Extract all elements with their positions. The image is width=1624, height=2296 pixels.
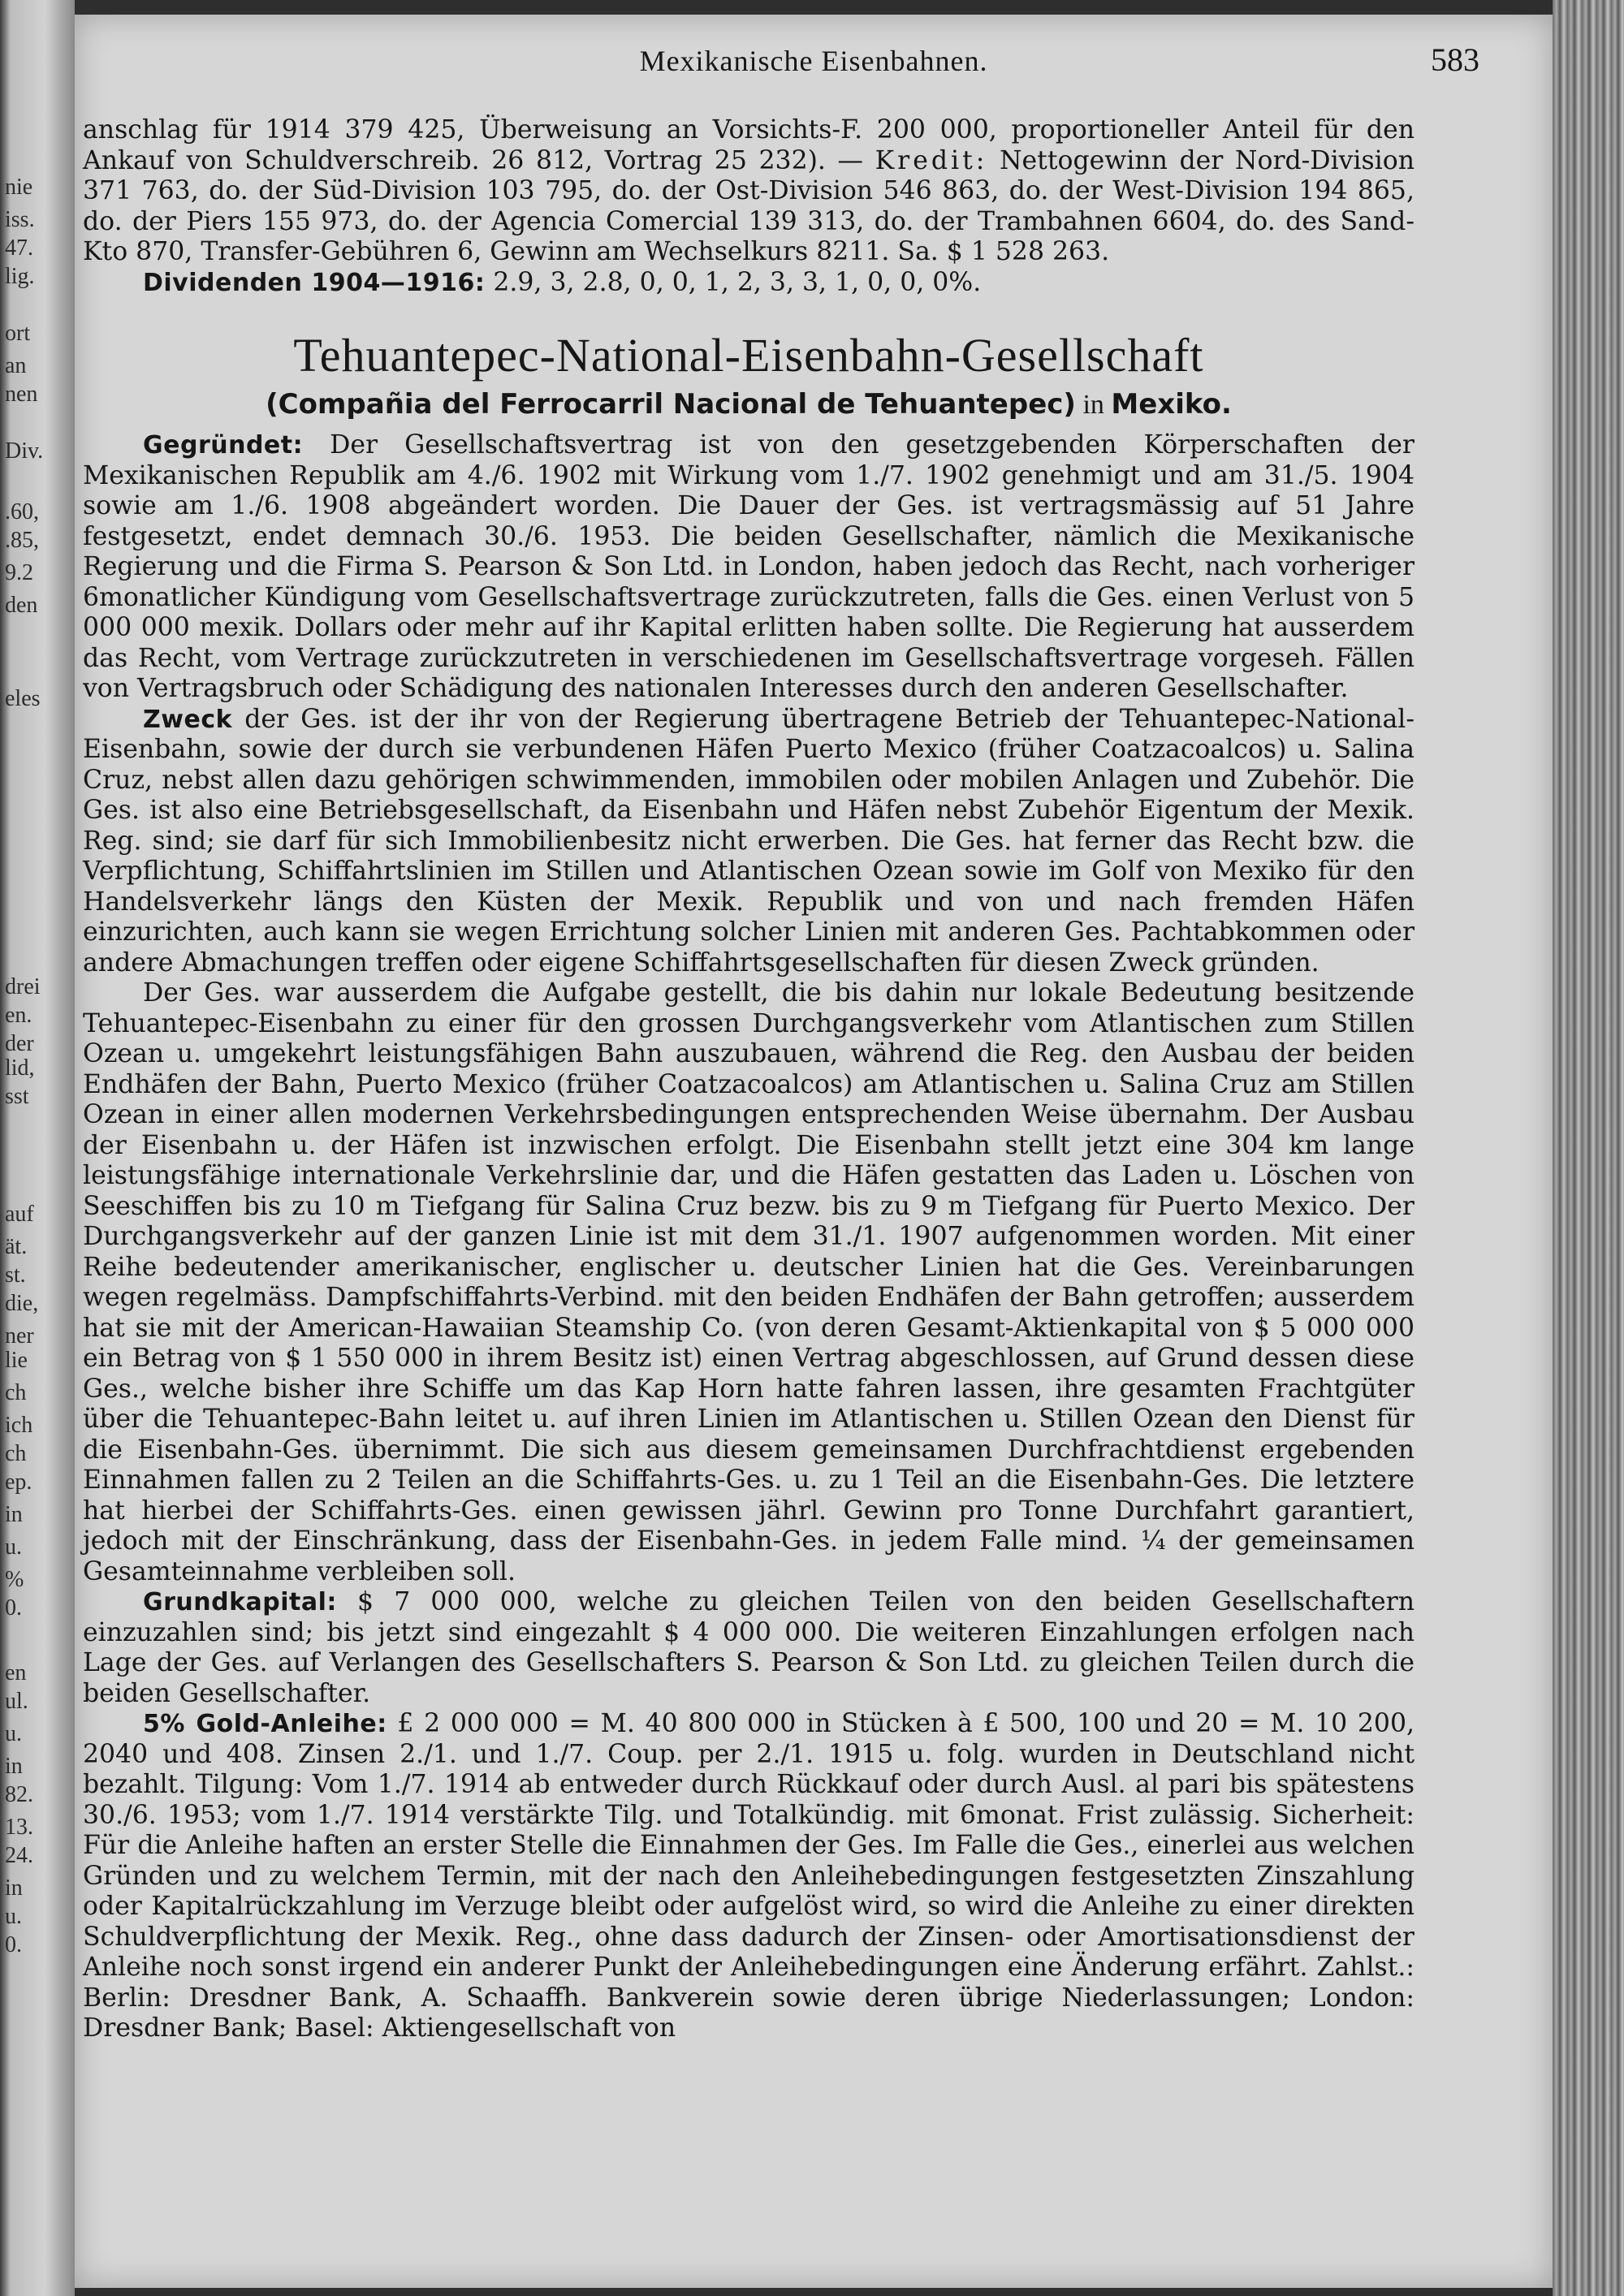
margin-fragment: lig. <box>5 264 35 289</box>
margin-fragment: 0. <box>5 1932 22 1957</box>
margin-fragment: an <box>5 353 27 378</box>
previous-page-edge <box>0 0 75 2296</box>
grundkapital-label: Grundkapital: <box>143 1588 337 1616</box>
gegruendet-text: Der Gesellschaftsvertrag ist von den gesetzgebenden Körperschaften der Mexikanischen Republik am 4./6. 1902 mit Wirkung vom 1./7. 1902 genehmigt und am 31./5. 1904 sowie am 1./6. 1908 abgeändert worden. Die Dauer der Ges. ist vertragsmässig auf 51 Jahre festgesetzt, endet demnach 30./6. 1953. Die beiden Gesellschafter, nämlich die Mexikanische Regierung und die Firma S. Pearson & Son Ltd. in London, haben jedoch das Recht, nach vorheriger 6monatlicher Kündigung vom Gesellschaftsvertrage zurückzutreten, falls die Ges. einen Verlust von 5 000 000 mexik. Dollars oder mehr auf ihr Kapital erlitten haben sollte. Die Regierung hat ausserdem das Recht, vom Vertrage zurückzutreten in verschiedenen im Gesellschaftsvertrage vorgeseh. Fällen von Vertragsbruch oder Schädigung des nationalen Interesses durch den anderen Gesellschafter. <box>83 430 1415 703</box>
margin-fragment: % <box>5 1567 24 1592</box>
zweck-text: der Ges. ist der ihr von der Regierung übertragene Betrieb der Tehuantepec-National-Eisenbahn, sowie der durch sie verbundenen Häfen Puerto Mexico (früher Coatzacoalcos) u. Salina Cruz, nebst allen dazu gehörigen schwimmenden, immobilen oder mobilen Anlagen und Zubehör. Die Ges. ist also eine Betriebsgesellschaft, da Eisenbahn und Häfen nebst Zubehör Eigentum der Mexik. Reg. sind; sie darf für sich Immobilienbesitz nicht erwerben. Die Ges. hat ferner das Recht bzw. die Verpflichtung, Schiffahrtslinien im Stillen und Atlantischen Ozean sowie im Golf von Mexiko für den Handelsverkehr längs den Küsten der Mexik. Republik und von und nach fremden Häfen einzurichten, auch kann sie wegen Errichtung solcher Linien mit anderen Ges. Pachtabkommen oder andere Abmachungen treffen oder eigene Schiffahrtsgesellschaften für diesen Zweck gründen. <box>83 704 1415 978</box>
dividenden-label: Dividenden 1904—1916: <box>143 268 486 297</box>
margin-fragment: in <box>5 1875 23 1901</box>
zweck-paragraph <box>83 705 1415 979</box>
margin-fragment: iss. <box>5 207 35 232</box>
margin-fragment: 9.2 <box>5 560 33 585</box>
margin-fragment: u. <box>5 1534 22 1560</box>
aufgabe-paragraph: Der Ges. war ausserdem die Aufgabe gestellt, die bis dahin nur lokale Bedeutung besitzende Tehuantepec-Eisenbahn zu einer für den grossen Durchgangsverkehr vom Atlantischen zum Stillen Ozean u. umgekehrt leistungsfähigen Bahn auszubauen, während die Reg. den Ausbau der beiden Endhäfen der Bahn, Puerto Mexico (früher Coatzacoalcos) am Atlantischen u. Salina Cruz am Stillen Ozean in einer allen modernen Verkehrsbedingungen entsprechenden Weise übernahm. Der Ausbau der Eisenbahn u. der Häfen ist inzwischen erfolgt. Die Eisenbahn stellt jetzt eine 304 km lange leistungsfähige internationale Verkehrslinie dar, und die Häfen gestatten das Laden u. Löschen von Seeschiffen bis zu 10 m Tiefgang für Salina Cruz bezw. bis zu 9 m Tiefgang für Puerto Mexico. Der Durchgangsverkehr auf der ganzen Linie ist mit dem 31./1. 1907 aufgenommen worden. Mit einer Reihe bedeutender amerikanischer, englischer u. deutscher Linien hat die Ges. Vereinbarungen wegen regelmäss. Dampfschiffahrts-Verbind. mit den beiden Endhäfen der Bahn getroffen; ausserdem hat sie mit der American-Hawaiian Steamship Co. (von deren Gesamt-Aktienkapital von $ 5 000 000 ein Betrag von $ 1 550 000 in ihrem Besitz ist) einen Vertrag abgeschlossen, auf Grund dessen diese Ges., welche bisher ihre Schiffe um das Kap Horn hatte fahren lassen, ihre gesamten Frachtgüter über die Tehuantepec-Bahn leitet u. auf ihren Linien im Atlantischen u. Stillen Ozean den Dienst für die Eisenbahn-Ges. übernimmt. Die sich aus diesem gemeinsamen Durchfrachtdienst ergebenden Einnahmen fallen zu 2 Teilen an die Schiffahrts-Ges. u. zu 1 Teil an die Eisenbahn-Ges. Die letztere hat hierbei der Schiffahrts-Ges. einen gewissen jährl. Gewinn pro Tonne Durchfahrt garantiert, jedoch mit der Einschränkung, dass der Eisenbahn-Ges. in jedem Falle mind. ¼ der gemeinsamen Gesamteinnahme verbleiben soll. <box>83 978 1415 1586</box>
margin-fragment: 24. <box>5 1843 33 1868</box>
margin-fragment: ort <box>5 321 31 346</box>
margin-fragment: ch <box>5 1441 27 1466</box>
running-head: Mexikanische Eisenbahnen. <box>639 45 988 77</box>
margin-fragment: u. <box>5 1721 22 1746</box>
margin-fragment: ner <box>5 1323 34 1349</box>
dividenden-text: 2.9, 3, 2.8, 0, 0, 1, 2, 3, 3, 1, 0, 0, 0%. <box>485 267 982 297</box>
margin-fragment: 82. <box>5 1782 33 1807</box>
margin-fragment: en <box>5 1660 27 1685</box>
margin-fragment: eles <box>5 686 41 711</box>
gegruendet-paragraph <box>83 430 1415 705</box>
margin-fragment: lid, <box>5 1055 35 1081</box>
margin-fragment: in <box>5 1502 23 1527</box>
margin-fragment: 0. <box>5 1595 22 1621</box>
page-header <box>75 37 1553 86</box>
anleihe-text: £ 2 000 000 = M. 40 800 000 in Stücken à £ 500, 100 und 20 = M. 10 200, 2040 und 408. Zinsen 2./1. und 1./7. Coup. per 2./1. 1915 u. folg. wurden in Deutschland nicht bezahlt. Tilgung: Vom 1./7. 1914 ab entweder durch Rückkauf oder durch Ausl. al pari bis spätestens 30./6. 1953; vom 1./7. 1914 verstärkte Tilg. und Totalkündig. mit 6monat. Frist zulässig. Sicherheit: Für die Anleihe haften an erster Stelle die Einnahmen der Ges. Im Falle die Ges., einerlei aus welchen Gründen und zu welchem Termin, mit der nach den Anleihebedingungen festgesetzten Zinszahlung oder Kapitalrückzahlung im Verzuge bleibt oder aufgelöst wird, so wird die Anleihe zu einer direkten Schuldverpflichtung der Mexik. Reg., ohne dass dadurch der Zinsen- oder Amortisationsdienst der Anleihe noch sonst irgend ein anderer Punkt der Anleihebedingungen eine Änderung erfährt. Zahlst.: Berlin: Dresdner Bank, A. Schaaffh. Bankverein sowie deren übrige Niederlassungen; London: Dresdner Bank; Basel: Aktiengesellschaft von <box>83 1709 1415 2043</box>
margin-fragment: .85, <box>5 528 39 553</box>
margin-fragment: lie <box>5 1348 28 1373</box>
margin-fragment: 47. <box>5 235 33 261</box>
subtitle-in: in <box>1075 390 1112 420</box>
anleihe-label: 5% Gold-Anleihe: <box>143 1710 387 1738</box>
margin-fragment: in <box>5 1754 23 1779</box>
page-number: 583 <box>1431 41 1479 78</box>
margin-fragment: nen <box>5 382 38 407</box>
margin-fragment: ch <box>5 1380 27 1405</box>
page-body <box>83 115 1415 2044</box>
anleihe-paragraph <box>83 1709 1415 2044</box>
gegruendet-label: Gegründet: <box>143 431 304 460</box>
intro-text: anschlag für 1914 379 425, Überweisung an Vorsichts-F. 200 000, proportioneller Anteil für den Ankauf von Schuldverschreib. 26 812, Vortrag 25 232). — <box>83 115 1415 175</box>
margin-fragment: 13. <box>5 1815 33 1840</box>
margin-fragment: ul. <box>5 1689 28 1714</box>
margin-fragment: Div. <box>5 438 44 464</box>
intro-paragraph <box>83 115 1415 268</box>
dividenden-paragraph <box>83 268 1415 299</box>
margin-fragment: ät. <box>5 1234 28 1259</box>
company-spanish-name: (Compañia del Ferrocarril Nacional de Tehuantepec) <box>266 388 1076 421</box>
margin-fragment: auf <box>5 1202 34 1227</box>
margin-fragment: drei <box>5 974 41 999</box>
kredit-label: Kredit: <box>875 145 988 175</box>
margin-fragment: ich <box>5 1413 33 1438</box>
page-stack-edge <box>1553 0 1624 2296</box>
margin-fragment: .60, <box>5 499 39 524</box>
margin-fragment: den <box>5 593 38 618</box>
grundkapital-paragraph <box>83 1587 1415 1709</box>
company-subtitle <box>83 387 1415 422</box>
margin-fragment: st. <box>5 1262 26 1288</box>
margin-fragment: en. <box>5 1003 32 1028</box>
margin-fragment: sst <box>5 1084 29 1109</box>
margin-fragment: die, <box>5 1291 39 1316</box>
margin-fragment: nie <box>5 175 33 200</box>
margin-fragment: der <box>5 1031 34 1056</box>
zweck-label: Zweck <box>143 705 233 734</box>
company-title: Tehuantepec-National-Eisenbahn-Gesellschaft <box>293 329 1204 382</box>
company-location: Mexiko. <box>1111 388 1232 421</box>
grundkapital-text: $ 7 000 000, welche zu gleichen Teilen von den beiden Gesellschaftern einzuzahlen sind; bis jetzt sind eingezahlt $ 4 000 000. Die weiteren Einzahlungen erfolgen nach Lage der Ges. auf Verlangen des Gesellschafters S. Pearson & Son Ltd. zu gleichen Teilen durch die beiden Gesellschafter. <box>83 1587 1415 1708</box>
margin-fragment: ep. <box>5 1470 32 1495</box>
document-page <box>75 15 1553 2288</box>
kredit-text: Nettogewinn der Nord-Division 371 763, do. der Süd-Division 103 795, do. der Ost-Division 546 863, do. der West-Division 194 865, do. der Piers 155 973, do. der Agencia Comercial 139 313, do. der Trambahnen 6604, do. des Sand-Kto 870, Transfer-Gebühren 6, Gewinn am Wechselkurs 8211. Sa. $ 1 528 263. <box>83 145 1415 266</box>
margin-fragment: u. <box>5 1904 22 1929</box>
